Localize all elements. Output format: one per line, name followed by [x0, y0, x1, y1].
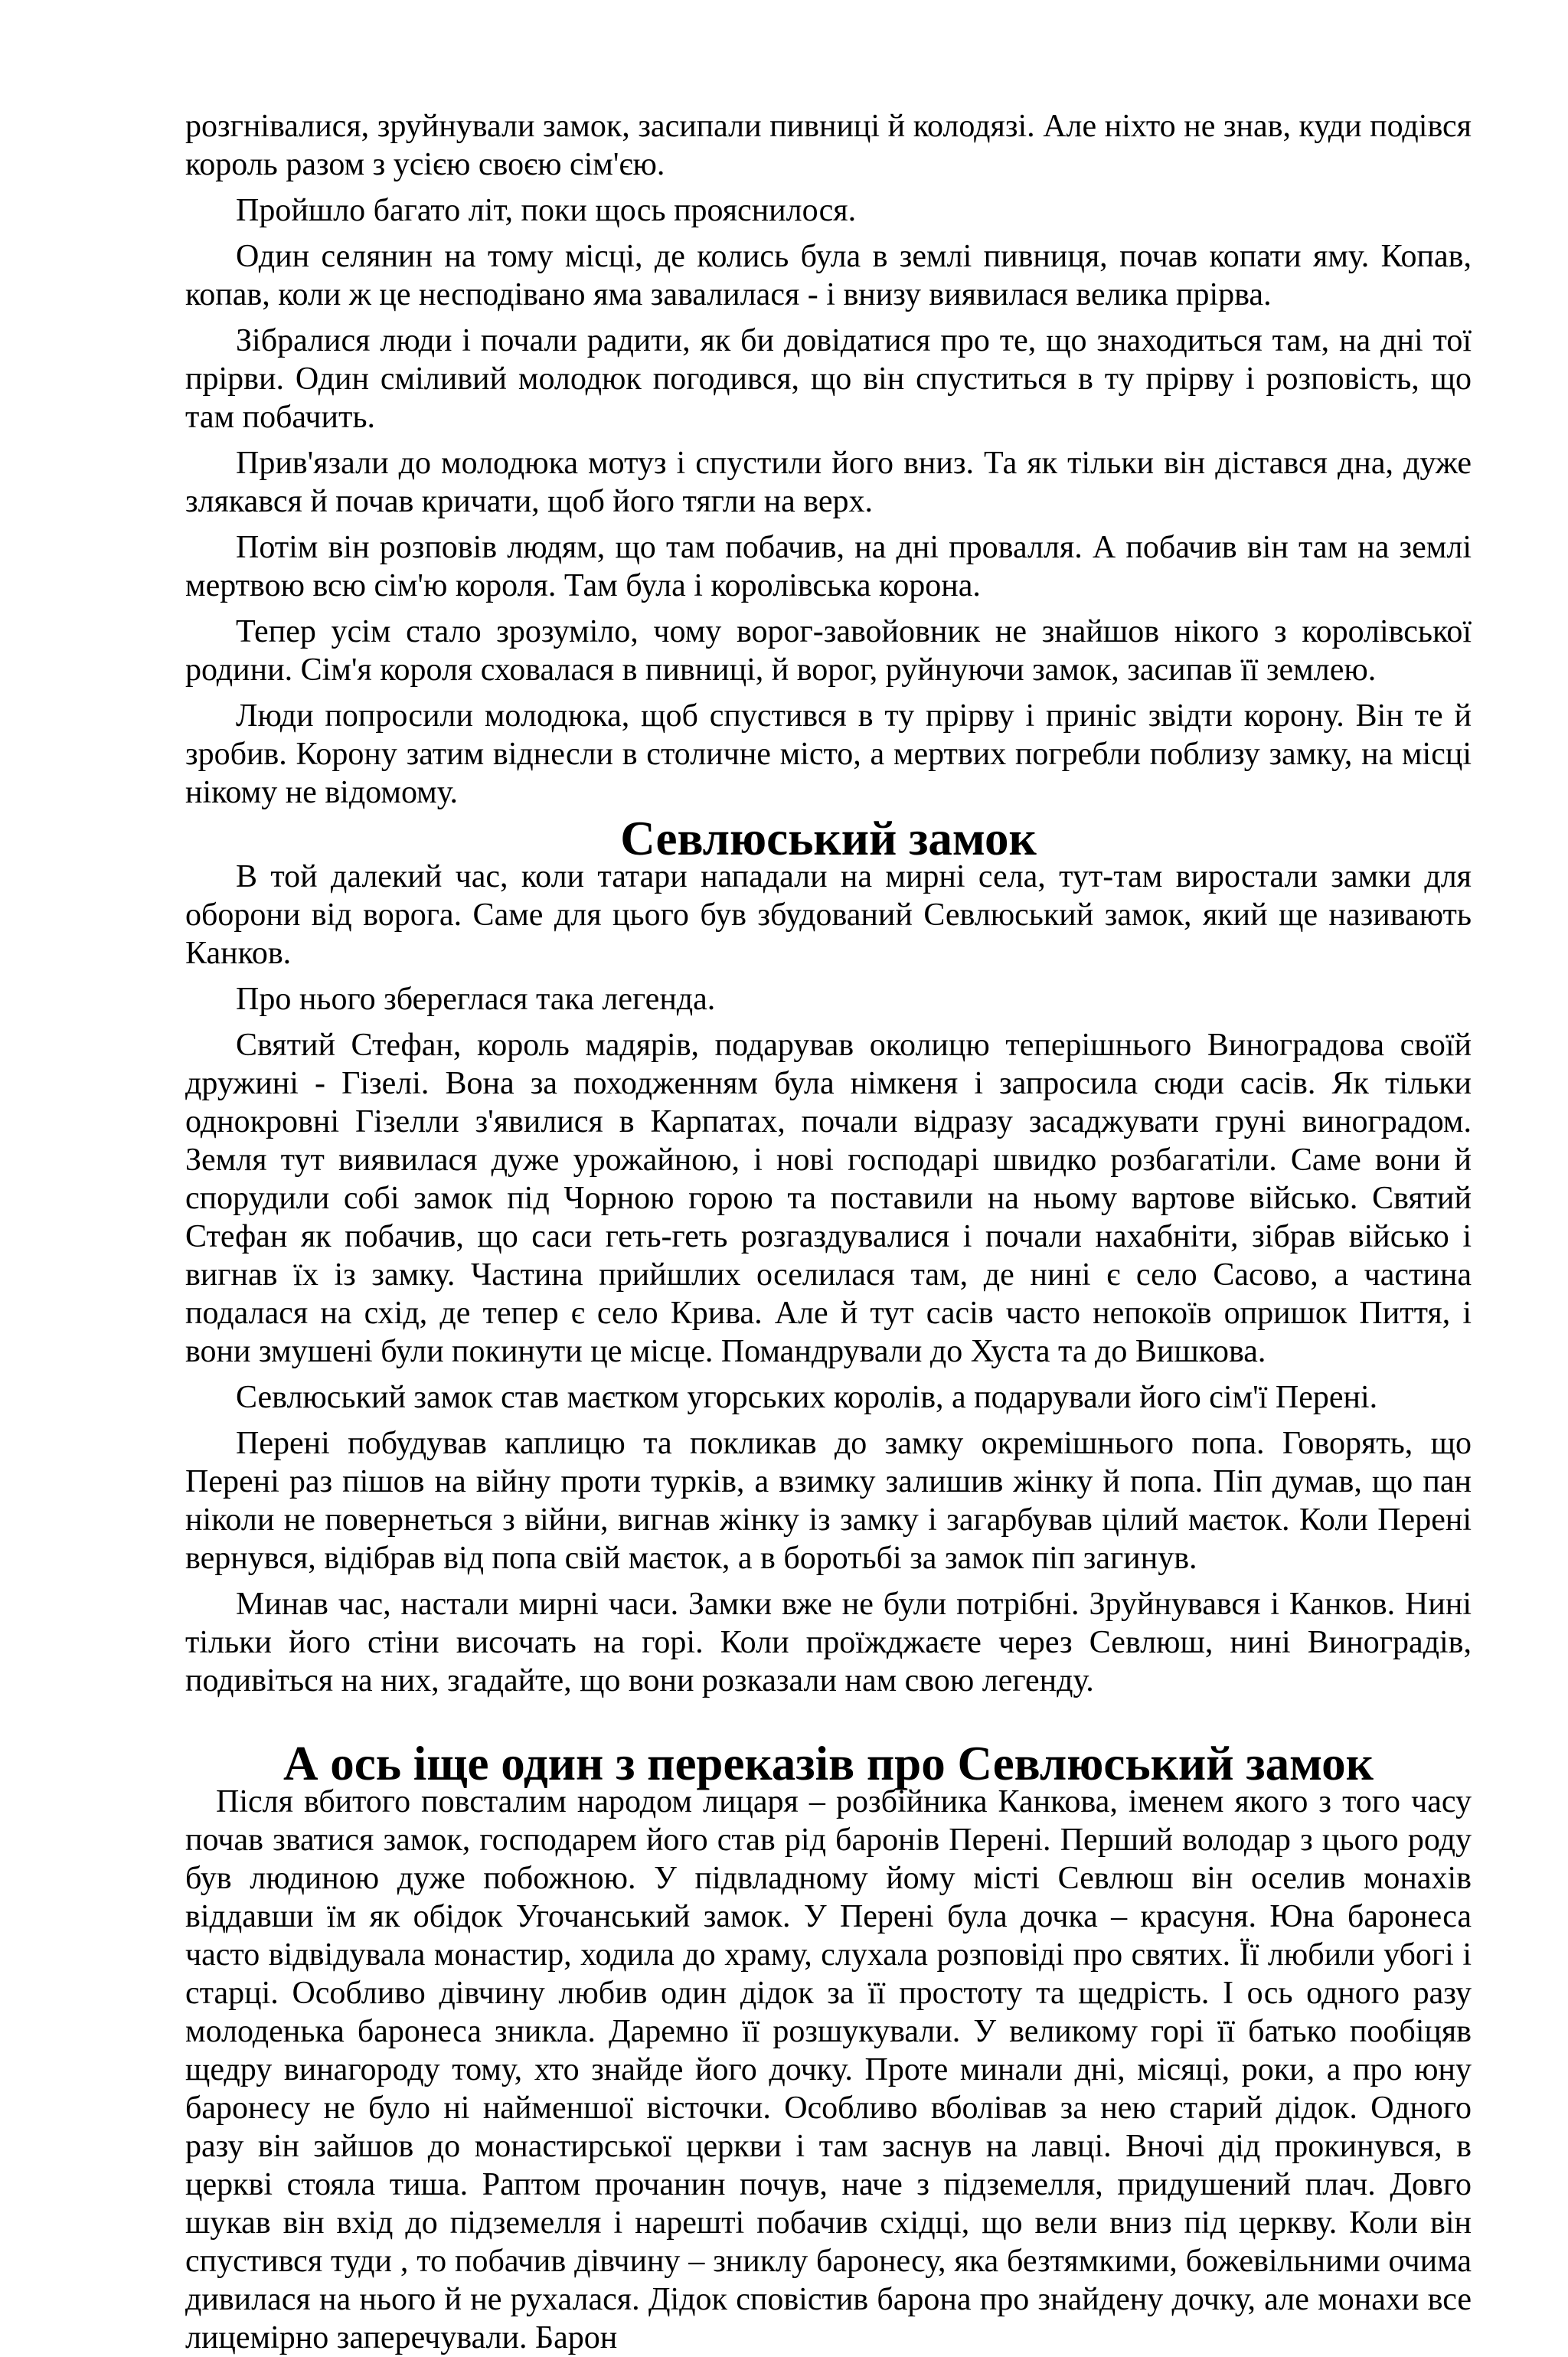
- paragraph: розгнівалися, зруйнували замок, засипали пивниці й колодязі. Але ніхто не знав, куди подівся король разом з усією своєю сім'єю.: [185, 109, 1472, 182]
- paragraph: Севлюський замок став маєтком угорських королів, а подарували його сім'ї Перені.: [236, 1380, 1378, 1415]
- paragraph: Один селянин на тому місці, де колись була в землі пивниця, почав копати яму. Копав, копав, коли ж це несподівано яма завалилася - і внизу виявилася велика прірва.: [185, 239, 1472, 312]
- paragraph: Люди попросили молодюка, щоб спустився в ту прірву і приніс звідти корону. Він те й зробив. Корону затим віднесли в столичне місто, а мертвих погребли поблизу замку, на місці нікому не відомому.: [185, 698, 1472, 810]
- legend-ending-section: [185, 107, 1472, 812]
- paragraph: Зібралися люди і почали радити, як би довідатися про те, що знаходиться там, на дні тої прірви. Один сміливий молодюк погодився, що він спуститься в ту прірву і розповість, що там побачить.: [185, 323, 1472, 435]
- paragraph: Святий Стефан, король мадярів, подарував околицю теперішнього Виноградова своїй дружині - Гізелі. Вона за походженням була німкеня і запросила сюди сасів. Як тільки однокровні Гізелли з'явилися в Карпатах, почали відразу засаджувати груні виноградом. Земля тут виявилася дуже урожайною, і нові господарі швидко розбагатіли. Саме вони й спорудили собі замок під Чорною горою та поставили на ньому вартове військо. Святий Стефан як побачив, що саси геть-геть розгаздувалися і почали нахабніти, зібрав військо і вигнав їх із замку. Частина прийшлих оселилася там, де нині є село Сасово, а частина подалася на схід, де тепер є село Крива. Але й тут сасів часто непокоїв опришок Пиття, і вони змушені були покинути це місце. Помандрували до Хуста та до Вишкова.: [185, 1028, 1472, 1369]
- paragraph: Потім він розповів людям, що там побачив, на дні провалля. А побачив він там на землі мертвою всю сім'ю короля. Там була і королівська корона.: [185, 530, 1472, 603]
- paragraph: Перені побудував каплицю та покликав до замку окремішнього попа. Говорять, що Перені раз пішов на війну проти турків, а взимку залишив жінку й попа. Піп думав, що пан ніколи не повернеться з війни, вигнав жінку із замку і загарбував цілий маєток. Коли Перені вернувся, відібрав від попа свій маєток, а в боротьбі за замок піп загинув.: [185, 1426, 1472, 1576]
- paragraph: В той далекий час, коли татари нападали на мирні села, тут-там виростали замки для оборони від ворога. Саме для цього був збудований Севлюський замок, який ще називають Канков.: [185, 859, 1472, 971]
- paragraph: Минав час, настали мирні часи. Замки вже не були потрібні. Зруйнувався і Канков. Нині тільки його стіни височать на горі. Коли проїжджаєте через Севлюш, нині Виноградів, подивіться на них, згадайте, що вони розказали нам свою легенду.: [185, 1587, 1472, 1698]
- paragraph: Про нього збереглася така легенда.: [236, 982, 716, 1017]
- section-title: А ось іще один з переказів про Севлюський замок: [283, 1737, 1374, 1790]
- paragraph: Після вбитого повсталим народом лицаря – розбійника Канкова, іменем якого з того часу почав зватися замок, господарем його став рід баронів Перені. Перший володар з цього роду був людиною дуже побожною. У підвладному йому місті Севлюш він оселив монахів віддавши їм як обідок Угочанський замок. У Перені була дочка – красуня. Юна баронеса часто відвідувала монастир, ходила до храму, слухала розповіді про святих. Її любили убогі і старці. Особливо дівчину любив один дідок за її простоту та щедрість. І ось одного разу молоденька баронеса зникла. Даремно її розшукували. У великому горі її батько пообіцяв щедру винагороду тому, хто знайде його дочку. Проте минали дні, місяці, роки, а про юну баронесу не було ні найменшої вісточки. Особливо вболівав за нею старий дідок. Одного разу він зайшов до монастирської церкви і там заснув на лавці. Вночі дід прокинувся, в церкві стояла тиша. Раптом прочанин почув, наче з підземелля, придушений плач. Довго шукав він вхід до підземелля і нарешті побачив східці, що вели вниз під церкву. Коли він спустився туди , то побачив дівчину – зниклу баронесу, яка безтямкими, божевільними очима дивилася на нього й не рухалася. Дідок сповістив барона про знайдену дочку, але монахи все лицемірно заперечували. Барон: [185, 1784, 1472, 2355]
- paragraph: Пройшло багато літ, поки щось прояснилося.: [236, 193, 857, 228]
- sevlyush-castle-section: [185, 812, 1472, 1700]
- paragraph: Прив'язали до молодюка мотуз і спустили його вниз. Та як тільки він дістався дна, дуже злякався й почав кричати, щоб його тягли на верх.: [185, 446, 1472, 519]
- paragraph: Тепер усім стало зрозуміло, чому ворог-завойовник не знайшов нікого з королівської родини. Сім'я короля сховалася в пивниці, й ворог, руйнуючи замок, засипав її землею.: [185, 614, 1472, 688]
- another-legend-section: [185, 1737, 1472, 2357]
- section-title: Севлюський замок: [620, 812, 1037, 865]
